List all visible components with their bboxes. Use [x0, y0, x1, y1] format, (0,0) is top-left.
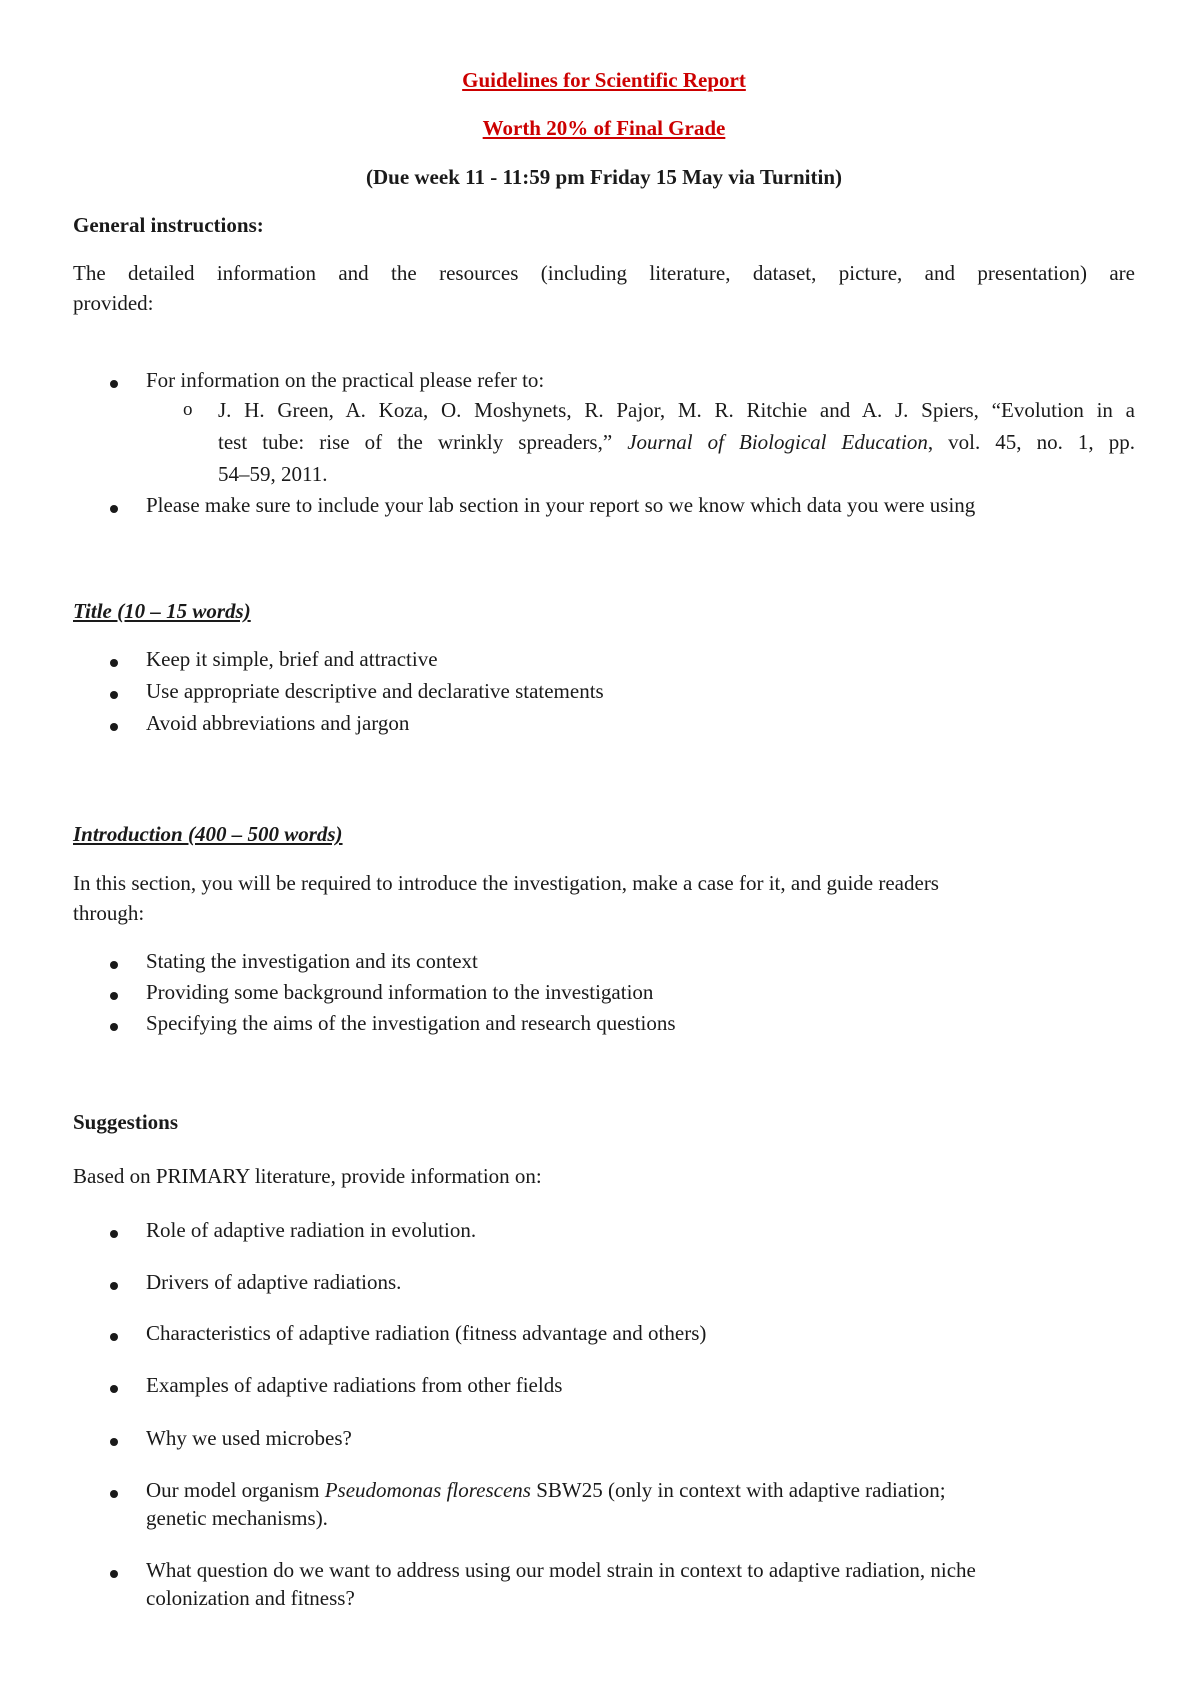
organism-text: SBW25 (only in context with adaptive radiation; — [530, 1478, 946, 1502]
reference-text: test tube: rise of the wrinkly spreaders,” — [218, 430, 628, 454]
suggestion-item-1: Role of adaptive radiation in evolution. — [146, 1218, 477, 1242]
bullet-icon — [110, 1230, 118, 1238]
introduction-heading: Introduction (400 – 500 words) — [73, 822, 343, 846]
reference-line-1: J. H. Green, A. Koza, O. Moshynets, R. Pajor, M. R. Ritchie and A. J. Spiers, “Evolution in a — [218, 398, 1135, 422]
bullet-icon — [110, 1490, 118, 1498]
general-instructions-heading: General instructions: — [73, 213, 264, 237]
introduction-para-line2: through: — [73, 901, 145, 925]
introduction-item-2: Providing some background information to the investigation — [146, 980, 654, 1004]
reference-line-2 — [218, 430, 1135, 455]
suggestion-item-organism — [146, 1478, 946, 1503]
bullet-icon — [110, 992, 118, 1000]
general-intro-line1: The detailed information and the resources (including literature, dataset, picture, and presentation) are — [73, 261, 1135, 285]
circle-bullet-icon: o — [183, 399, 193, 420]
introduction-item-3: Specifying the aims of the investigation and research questions — [146, 1011, 676, 1035]
bullet-icon — [110, 691, 118, 699]
document-title: Guidelines for Scientific Report — [462, 68, 746, 92]
general-bullet-2: Please make sure to include your lab section in your report so we know which data you were using — [146, 493, 976, 517]
title-item-3: Avoid abbreviations and jargon — [146, 711, 410, 735]
suggestion-item-question: What question do we want to address using our model strain in context to adaptive radiation, niche — [146, 1558, 976, 1582]
bullet-icon — [110, 1023, 118, 1031]
suggestion-item-5: Why we used microbes? — [146, 1426, 352, 1450]
bullet-icon — [110, 1385, 118, 1393]
species-name: Pseudomonas florescens — [324, 1478, 531, 1502]
reference-text: , vol. 45, no. 1, pp. — [927, 430, 1135, 454]
journal-name: Journal of Biological Education — [627, 430, 928, 454]
bullet-icon — [110, 380, 118, 388]
bullet-icon — [110, 505, 118, 513]
grade-weight: Worth 20% of Final Grade — [482, 116, 726, 140]
general-bullet-1: For information on the practical please refer to: — [146, 368, 545, 392]
bullet-icon — [110, 1438, 118, 1446]
bullet-icon — [110, 1570, 118, 1578]
suggestion-item-organism-line2: genetic mechanisms). — [146, 1506, 328, 1530]
title-item-2: Use appropriate descriptive and declarative statements — [146, 679, 604, 703]
suggestions-heading: Suggestions — [73, 1110, 179, 1134]
title-section-heading: Title (10 – 15 words) — [73, 599, 251, 623]
bullet-icon — [110, 723, 118, 731]
suggestions-lead: Based on PRIMARY literature, provide information on: — [73, 1164, 542, 1188]
title-item-1: Keep it simple, brief and attractive — [146, 647, 438, 671]
suggestion-item-3: Characteristics of adaptive radiation (fitness advantage and others) — [146, 1321, 707, 1345]
bullet-icon — [110, 1333, 118, 1341]
bullet-icon — [110, 659, 118, 667]
suggestion-item-4: Examples of adaptive radiations from other fields — [146, 1373, 563, 1397]
reference-line-3: 54–59, 2011. — [218, 462, 328, 486]
introduction-para-line1: In this section, you will be required to introduce the investigation, make a case for it, and guide readers — [73, 871, 939, 895]
bullet-icon — [110, 1282, 118, 1290]
bullet-icon — [110, 961, 118, 969]
introduction-item-1: Stating the investigation and its context — [146, 949, 478, 973]
suggestion-item-2: Drivers of adaptive radiations. — [146, 1270, 402, 1294]
general-intro-line2: provided: — [73, 291, 154, 315]
due-date: (Due week 11 - 11:59 pm Friday 15 May via Turnitin) — [365, 165, 843, 189]
suggestion-item-question-line2: colonization and fitness? — [146, 1586, 355, 1610]
organism-text: Our model organism — [146, 1478, 325, 1502]
